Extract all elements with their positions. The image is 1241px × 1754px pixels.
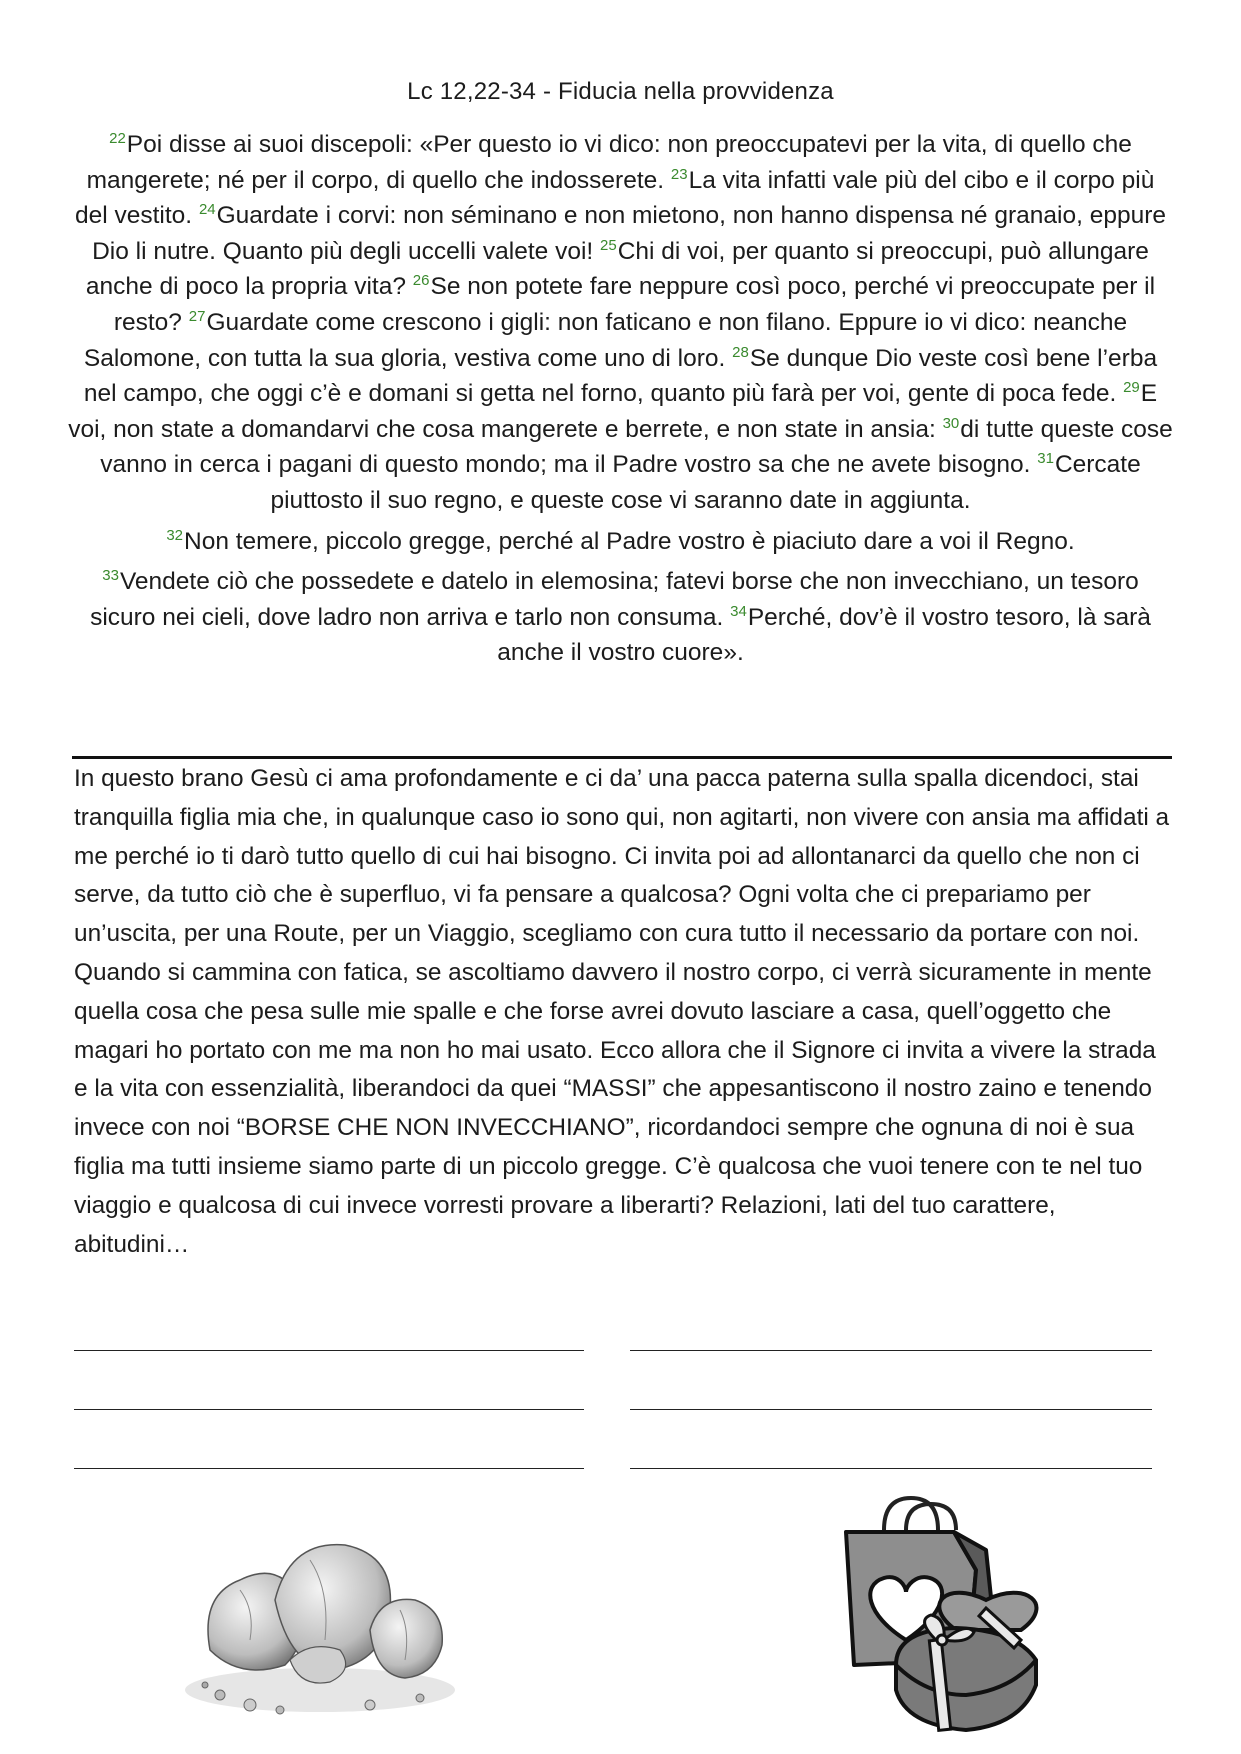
verse-text: Chi di voi, per quanto si preoccupi, può allungare anche di poco la propria vita? — [85, 237, 1149, 301]
verse-text: di tutte queste cose vanno in cerca i pagani di questo mondo; ma il Padre vostro sa che ne avete bisogno. — [100, 415, 1173, 479]
verse-number: 22 — [109, 130, 126, 147]
verse-number: 33 — [102, 567, 119, 585]
answer-line-left[interactable] — [74, 1320, 584, 1351]
verse-number: 30 — [942, 414, 960, 432]
verse-text: Guardate come crescono i gigli: non faticano e non filano. Eppure io vi dico: neanche Salomone, con tutta la sua gloria, vestiva come uno di loro. — [83, 308, 1128, 372]
scripture-paragraph — [68, 564, 1173, 671]
verse-number: 31 — [1037, 450, 1054, 468]
answer-lines — [74, 1320, 1174, 1497]
verse-text: La vita infatti vale più del cibo e il corpo più del vestito. — [75, 166, 1155, 230]
answer-line-left[interactable] — [74, 1379, 584, 1410]
answer-row — [74, 1320, 1174, 1379]
gift-bag-and-heart-box-illustration — [836, 1490, 1076, 1740]
reflection-text: In questo brano Gesù ci ama profondamente e ci da’ una pacca paterna sulla spalla dicendoci, stai tranquilla figlia mia che, in qualunque caso io sono qui, non agitarti, non vivere con ansia ma affidati a me perché io ti darò tutto quello di cui hai bisogno. Ci invita poi ad allontanarci da quello che non ci serve, da tutto ciò che è superfluo, vi fa pensare a qualcosa? Ogni volta che ci prepariamo per un’uscita, per una Route, per un Viaggio, scegliamo con cura tutto il necessario da portare con noi. Quando si cammina con fatica, se ascoltiamo davvero il nostro corpo, ci verrà sicuramente in mente quella cosa che pesa sulle mie spalle e che forse avrei dovuto lasciare a casa, quell’oggetto che magari ho portato con me ma non ho mai usato. Ecco allora che il Signore ci invita a vivere la strada e la vita con essenzialità, liberandoci da quei “MASSI” che appesantiscono il nostro zaino e tenendo invece con noi “BORSE CHE NON INVECCHIANO”, ricordandoci sempre che ognuna di noi è sua figlia ma tutti insieme siamo parte di un piccolo gregge. C’è qualcosa che vuoi tenere con te nel tuo viaggio e qualcosa di cui invece vorresti provare a liberarti? Relazioni, lati del tuo carattere, abitudini… — [74, 765, 1170, 1258]
section-divider — [72, 756, 1172, 759]
answer-line-right[interactable] — [630, 1438, 1152, 1469]
verse-text: Se dunque Dio veste così bene l’erba nel campo, che oggi c’è e domani si getta nel forno, quanto più farà per voi, gente di poca fede. — [83, 344, 1158, 408]
scripture-paragraph — [68, 524, 1173, 560]
verse-text: Vendete ciò che possedete e datelo in elemosina; fatevi borse che non invecchiano, un tesoro sicuro nei cieli, dove ladro non arriva e tarlo non consuma. — [90, 568, 1139, 631]
verse-text: Perché, dov’è il vostro tesoro, là sarà anche il vostro cuore». — [497, 603, 1151, 667]
verse-number: 29 — [1123, 379, 1140, 397]
verse-text: Poi disse ai suoi discepoli: «Per questo io vi dico: non preoccupatevi per la vita, di quello che mangerete; né per il corpo, di quello che indosserete. — [86, 131, 1132, 194]
scripture-passage — [68, 127, 1173, 676]
page-title: Lc 12,22-34 - Fiducia nella provvidenza — [407, 78, 834, 105]
verse-number: 28 — [732, 343, 749, 361]
verse-text: Guardate i corvi: non séminano e non mietono, non hanno dispensa né granaio, eppure Dio li nutre. Quanto più degli uccelli valete voi! — [92, 202, 1166, 265]
rocks-illustration — [180, 1500, 460, 1730]
verse-number: 23 — [670, 165, 688, 183]
verse-text: Non temere, piccolo gregge, perché al Padre vostro è piaciuto dare a voi il Regno. — [184, 527, 1075, 555]
verse-text: E voi, non state a domandarvi che cosa mangerete e berrete, e non state in ansia: — [68, 380, 1158, 443]
verse-number: 26 — [412, 272, 430, 290]
scripture-paragraph — [68, 127, 1173, 519]
verse-number: 25 — [600, 236, 617, 254]
answer-line-right[interactable] — [630, 1379, 1152, 1410]
verse-text: Cercate piuttosto il suo regno, e queste cose vi saranno date in aggiunta. — [270, 451, 1141, 514]
verse-number: 34 — [730, 602, 747, 620]
verse — [166, 528, 1074, 555]
verse-number: 24 — [198, 201, 216, 219]
answer-line-right[interactable] — [630, 1320, 1152, 1351]
verse-text: Se non potete fare neppure così poco, perché vi preoccupate per il resto? — [113, 273, 1156, 336]
verse-number: 32 — [166, 526, 183, 544]
answer-row — [74, 1379, 1174, 1438]
answer-row — [74, 1438, 1174, 1497]
verse-number: 27 — [188, 307, 206, 325]
answer-line-left[interactable] — [74, 1438, 584, 1469]
